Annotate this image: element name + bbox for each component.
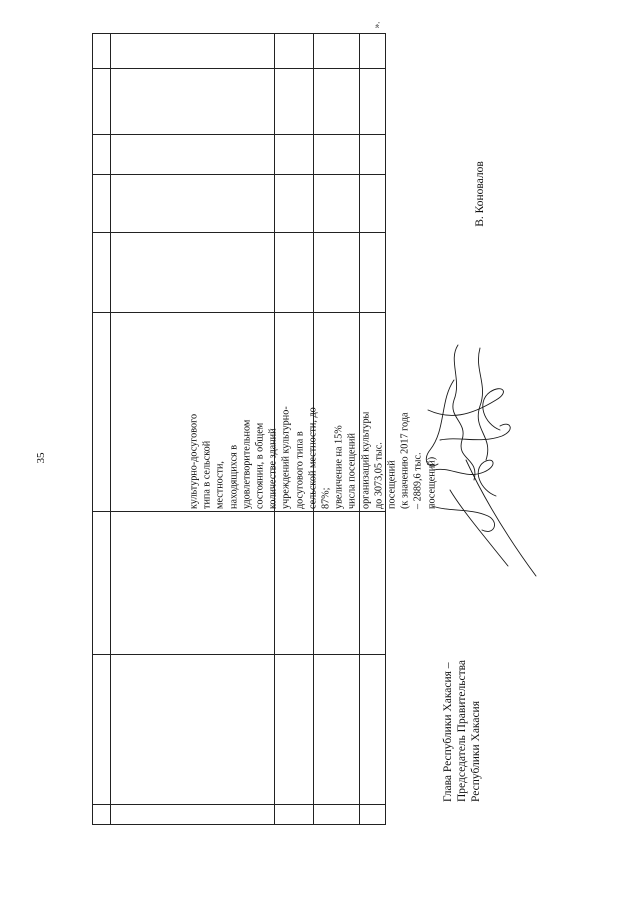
cell-line: количестве зданий (267, 428, 279, 509)
cell-line: 87%; (320, 487, 332, 509)
cell-line: – 2889,6 тыс. (413, 452, 425, 509)
signer-name: В. Коновалов (474, 161, 486, 227)
cell-line: посещений) (426, 456, 438, 509)
table-row-line (93, 134, 385, 135)
table-row-line (93, 232, 385, 233)
table-row-line (93, 174, 385, 175)
signer-title-line: Глава Республики Хакасия – (442, 662, 454, 803)
cell-line: числа посещений (347, 433, 359, 509)
cell-line: (к значению 2017 года (399, 412, 411, 509)
cell-line: сельской местности, до (307, 407, 319, 509)
corner-mark: ». (371, 21, 382, 29)
cell-line: посещений (386, 460, 398, 509)
table-column-line (110, 34, 111, 824)
cell-line: до 3073,05 тыс. (373, 442, 385, 509)
cell-line: увеличение на 15% (333, 425, 345, 509)
cell-line: учреждений культурно- (280, 406, 292, 509)
table-row-line (93, 511, 385, 512)
cell-line: находящихся в (228, 444, 240, 509)
signer-title-line: Республики Хакасия (470, 700, 482, 803)
cell-line: удовлетворительном (241, 419, 253, 509)
cell-line: местности, (214, 461, 226, 509)
signer-title (441, 660, 483, 802)
page-number: 35 (35, 452, 47, 464)
cell-line: типа в сельской (201, 440, 213, 509)
table-row-line (93, 68, 385, 69)
cell-line: досугового типа в (294, 431, 306, 509)
cell-line: состоянии, в общем (254, 422, 266, 509)
table-cell-indicator-text (188, 373, 439, 509)
handwritten-signature (410, 340, 540, 580)
table-row-line (93, 804, 385, 805)
table-row-line (93, 312, 385, 313)
cell-line: культурно-досугового (188, 413, 200, 509)
cell-line: организаций культуры (360, 411, 372, 509)
signer-title-line: Председатель Правительства (456, 659, 468, 803)
table-row-line (93, 654, 385, 655)
